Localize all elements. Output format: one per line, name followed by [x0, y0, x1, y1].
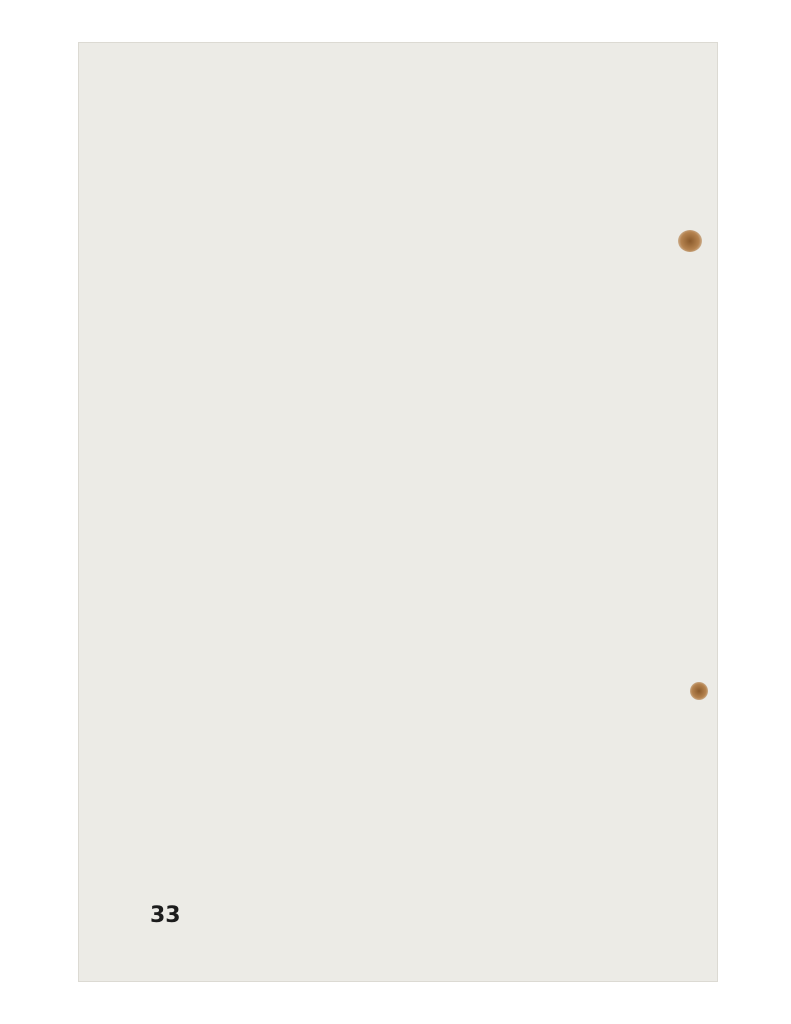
page-number: 33 [150, 903, 181, 928]
book-page [78, 42, 718, 982]
stain-mark [678, 230, 702, 252]
stain-mark [690, 682, 708, 700]
